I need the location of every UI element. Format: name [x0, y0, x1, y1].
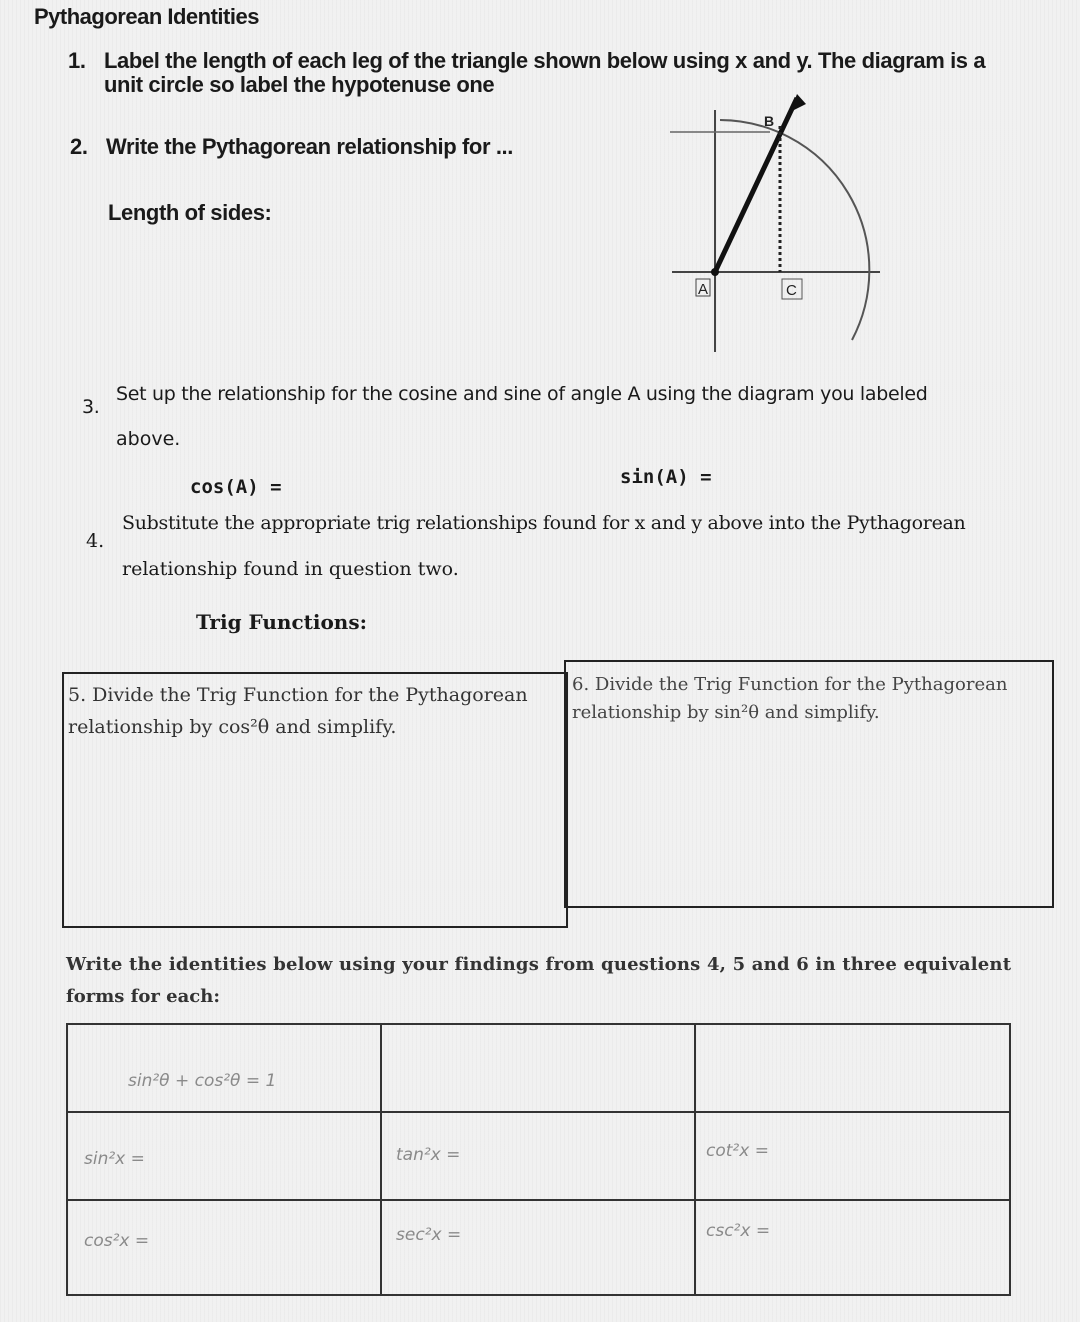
identities-table	[66, 1023, 1011, 1296]
q5-answer-box[interactable]	[62, 672, 568, 928]
table-cell[interactable]	[67, 1200, 381, 1295]
cos-a-label: cos(A) =	[190, 476, 282, 498]
label-c: C	[786, 282, 797, 299]
table-cell[interactable]	[67, 1024, 381, 1112]
q3-line1: Set up the relationship for the cosine and sine of angle A using the diagram you labeled	[116, 383, 928, 405]
q1-line2: unit circle so label the hypotenuse one	[104, 72, 495, 97]
q6-line1: 6. Divide the Trig Function for the Pythagorean	[572, 674, 1008, 695]
identity-sin-cos: sin²θ + cos²θ = 1	[128, 1071, 277, 1091]
table-row	[67, 1024, 1010, 1112]
unit-circle-diagram	[660, 90, 900, 360]
table-row	[67, 1200, 1010, 1295]
table-cell[interactable]	[695, 1024, 1010, 1112]
sec-squared-label: sec²x =	[396, 1225, 462, 1245]
trig-functions-label: Trig Functions:	[196, 610, 367, 634]
table-row	[67, 1112, 1010, 1200]
q2-length-of-sides-label: Length of sides:	[108, 200, 272, 225]
label-a: A	[698, 281, 709, 298]
q1-line1: Label the length of each leg of the triangle shown below using x and y. The diagram is a	[104, 48, 986, 73]
label-b: B	[764, 113, 775, 129]
cos-squared-label: cos²x =	[84, 1231, 150, 1251]
page-title: Pythagorean Identities	[34, 4, 259, 29]
identities-prompt-line1: Write the identities below using your findings from questions 4, 5 and 6 in three equivalent	[66, 954, 1012, 975]
sin-a-label: sin(A) =	[620, 466, 712, 488]
q5-line2: relationship by cos²θ and simplify.	[68, 716, 397, 738]
table-cell[interactable]	[381, 1112, 695, 1200]
q3-number: 3.	[82, 396, 100, 418]
q5-line1: 5. Divide the Trig Function for the Pythagorean	[68, 684, 528, 706]
q1-number: 1.	[68, 48, 86, 73]
table-cell[interactable]	[695, 1112, 1010, 1200]
q6-answer-box[interactable]	[564, 660, 1054, 908]
q3-line2: above.	[116, 428, 181, 450]
q2-text: Write the Pythagorean relationship for ...	[106, 134, 513, 159]
q6-line2: relationship by sin²θ and simplify.	[572, 702, 880, 723]
cot-squared-label: cot²x =	[706, 1141, 769, 1161]
table-cell[interactable]	[695, 1200, 1010, 1295]
sin-squared-label: sin²x =	[84, 1149, 145, 1169]
q4-line2: relationship found in question two.	[122, 558, 459, 580]
table-cell[interactable]	[381, 1024, 695, 1112]
identities-prompt-line2: forms for each:	[66, 986, 220, 1007]
unit-circle-arc	[720, 120, 869, 340]
q2-number: 2.	[70, 134, 88, 159]
point-a	[711, 268, 719, 276]
csc-squared-label: csc²x =	[706, 1221, 771, 1241]
q4-number: 4.	[86, 530, 105, 552]
table-cell[interactable]	[381, 1200, 695, 1295]
table-cell[interactable]	[67, 1112, 381, 1200]
tan-squared-label: tan²x =	[396, 1145, 461, 1165]
q4-line1: Substitute the appropriate trig relationships found for x and y above into the Pythagorean	[122, 512, 966, 534]
